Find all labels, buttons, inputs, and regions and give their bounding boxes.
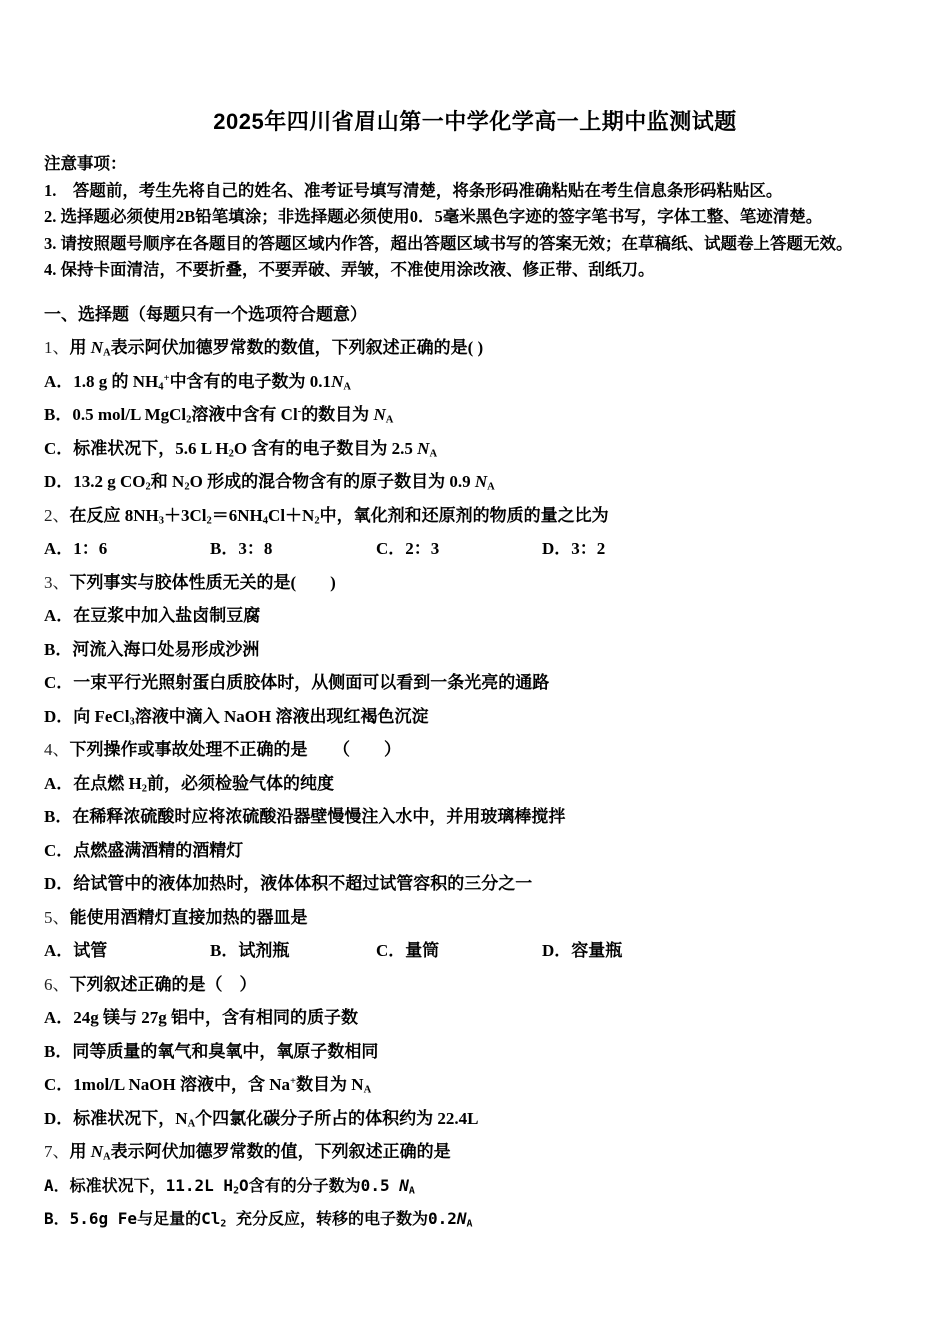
question-block xyxy=(44,499,906,566)
section-heading: 一、选择题（每题只有一个选项符合题意） xyxy=(44,304,367,324)
option-line: C．点燃盛满酒精的酒精灯 xyxy=(44,840,244,860)
option-line: A．在点燃 $H_2$前，必须检验气体的纯度 xyxy=(44,773,335,795)
question-block xyxy=(44,566,906,734)
question-stem-line xyxy=(44,968,906,1002)
question-block xyxy=(44,968,906,1136)
option-line: D．13.2 g $CO_2$和 $N_2O$ 形成的混合物含有的原子数目为 0.9 $N_A$ xyxy=(44,472,495,494)
question-stem-line xyxy=(44,1135,906,1169)
notice-item: 4. 保持卡面清洁，不要折叠，不要弄破、弄皱，不准使用涂改液、修正带、刮纸刀。 xyxy=(44,260,655,280)
notice-item: 1. 答题前，考生先将自己的姓名、准考证号填写清楚，将条形码准确粘贴在考生信息条形码粘贴区。 xyxy=(44,180,783,200)
notice-heading: 注意事项： xyxy=(44,154,127,173)
question-stem: 能使用酒精灯直接加热的器皿是 xyxy=(69,907,308,927)
question-number: 1、 xyxy=(44,338,70,358)
option-line: A．1.8 g 的 $NH_4^+$中含有的电子数为 $0.1N_A$ xyxy=(44,371,351,393)
option-line: B．0.5 mol/L MgCl$_2$溶液中含有 Cl-的数目为 $N_A$ xyxy=(44,405,394,427)
option-line: A．标准状况下，11.2L $H_2O$含有的分子数为0.5 $N_A$ xyxy=(44,1175,415,1197)
notice-item: 2. 选择题必须使用2B铅笔填涂；非选择题必须使用0．5毫米黑色字迹的签字笔书写，字体工整、笔迹清楚。 xyxy=(44,207,823,227)
question-stem-line xyxy=(44,331,906,365)
option-cell: B．试剂瓶 xyxy=(210,941,290,961)
option-line: B．5.6g Fe与足量的$Cl_2$ 充分反应，转移的电子数为$0.2N_A$ xyxy=(44,1209,473,1230)
question-block xyxy=(44,1135,906,1236)
question-number: 7、 xyxy=(44,1142,70,1162)
option-line: C．一束平行光照射蛋白质胶体时，从侧面可以看到一条光亮的通路 xyxy=(44,673,550,693)
question-number: 2、 xyxy=(44,505,70,525)
option-line: D．向 FeCl$_3$溶液中滴入 NaOH 溶液出现红褐色沉淀 xyxy=(44,706,429,728)
option-cell: D．3：2 xyxy=(542,539,606,559)
question-block xyxy=(44,733,906,901)
question-stem: 下列事实与胶体性质无关的是( ) xyxy=(69,572,336,592)
option-row xyxy=(44,532,906,566)
option-cell: D．容量瓶 xyxy=(542,941,623,961)
question-stem-line xyxy=(44,901,906,935)
question-number: 5、 xyxy=(44,907,70,927)
option-line: A．24g 镁与 27g 铝中，含有相同的质子数 xyxy=(44,1008,359,1028)
option-cell: C．2：3 xyxy=(376,539,440,559)
question-stem: 用 $N_A$表示阿伏加德罗常数的值，下列叙述正确的是 xyxy=(69,1142,451,1164)
question-stem: 下列操作或事故处理不正确的是 （ ） xyxy=(69,740,401,760)
question-stem: 在反应 $8NH_3+3Cl_2=6NH_4Cl+N_2$中，氧化剂和还原剂的物质的量之比为 xyxy=(69,505,609,527)
question-block xyxy=(44,901,906,968)
option-row xyxy=(44,934,906,968)
option-line: C．标准状况下，5.6 L $H_2O$ 含有的电子数目为 2.5 $N_A$ xyxy=(44,438,438,460)
option-line: B．河流入海口处易形成沙洲 xyxy=(44,639,260,659)
option-cell: B．3：8 xyxy=(210,539,273,559)
option-line: A．在豆浆中加入盐卤制豆腐 xyxy=(44,606,261,626)
question-stem-line xyxy=(44,733,906,767)
option-line: D．给试管中的液体加热时，液体体积不超过试管容积的三分之一 xyxy=(44,874,533,894)
question-stem-line xyxy=(44,566,906,600)
page-title: 2025年四川省眉山第一中学化学高一上期中监测试题 xyxy=(213,109,737,134)
option-line: B．同等质量的氧气和臭氧中，氧原子数相同 xyxy=(44,1041,379,1061)
question-number: 3、 xyxy=(44,572,70,592)
notice-item: 3. 请按照题号顺序在各题目的答题区域内作答，超出答题区域书写的答案无效；在草稿纸、试题卷上答题无效。 xyxy=(44,233,853,253)
question-stem-line xyxy=(44,499,906,533)
question-number: 6、 xyxy=(44,974,70,994)
option-cell: A．1：6 xyxy=(44,539,108,559)
question-block xyxy=(44,331,906,499)
question-stem: 下列叙述正确的是（ ） xyxy=(69,974,257,994)
notice-section xyxy=(44,151,906,284)
question-stem: 用 $N_A$表示阿伏加德罗常数的数值，下列叙述正确的是( ) xyxy=(69,338,484,360)
option-cell: A．试管 xyxy=(44,941,108,961)
option-cell: C．量筒 xyxy=(376,941,440,961)
option-line: B．在稀释浓硫酸时应将浓硫酸沿器壁慢慢注入水中，并用玻璃棒搅拌 xyxy=(44,807,566,827)
option-line: D．标准状况下，$N_A$个四氯化碳分子所占的体积约为 22.4L xyxy=(44,1108,479,1130)
questions-area xyxy=(44,298,906,1236)
question-number: 4、 xyxy=(44,740,70,760)
option-line: C．1mol/L NaOH 溶液中，含 Na+数目为 $N_A$ xyxy=(44,1075,372,1097)
